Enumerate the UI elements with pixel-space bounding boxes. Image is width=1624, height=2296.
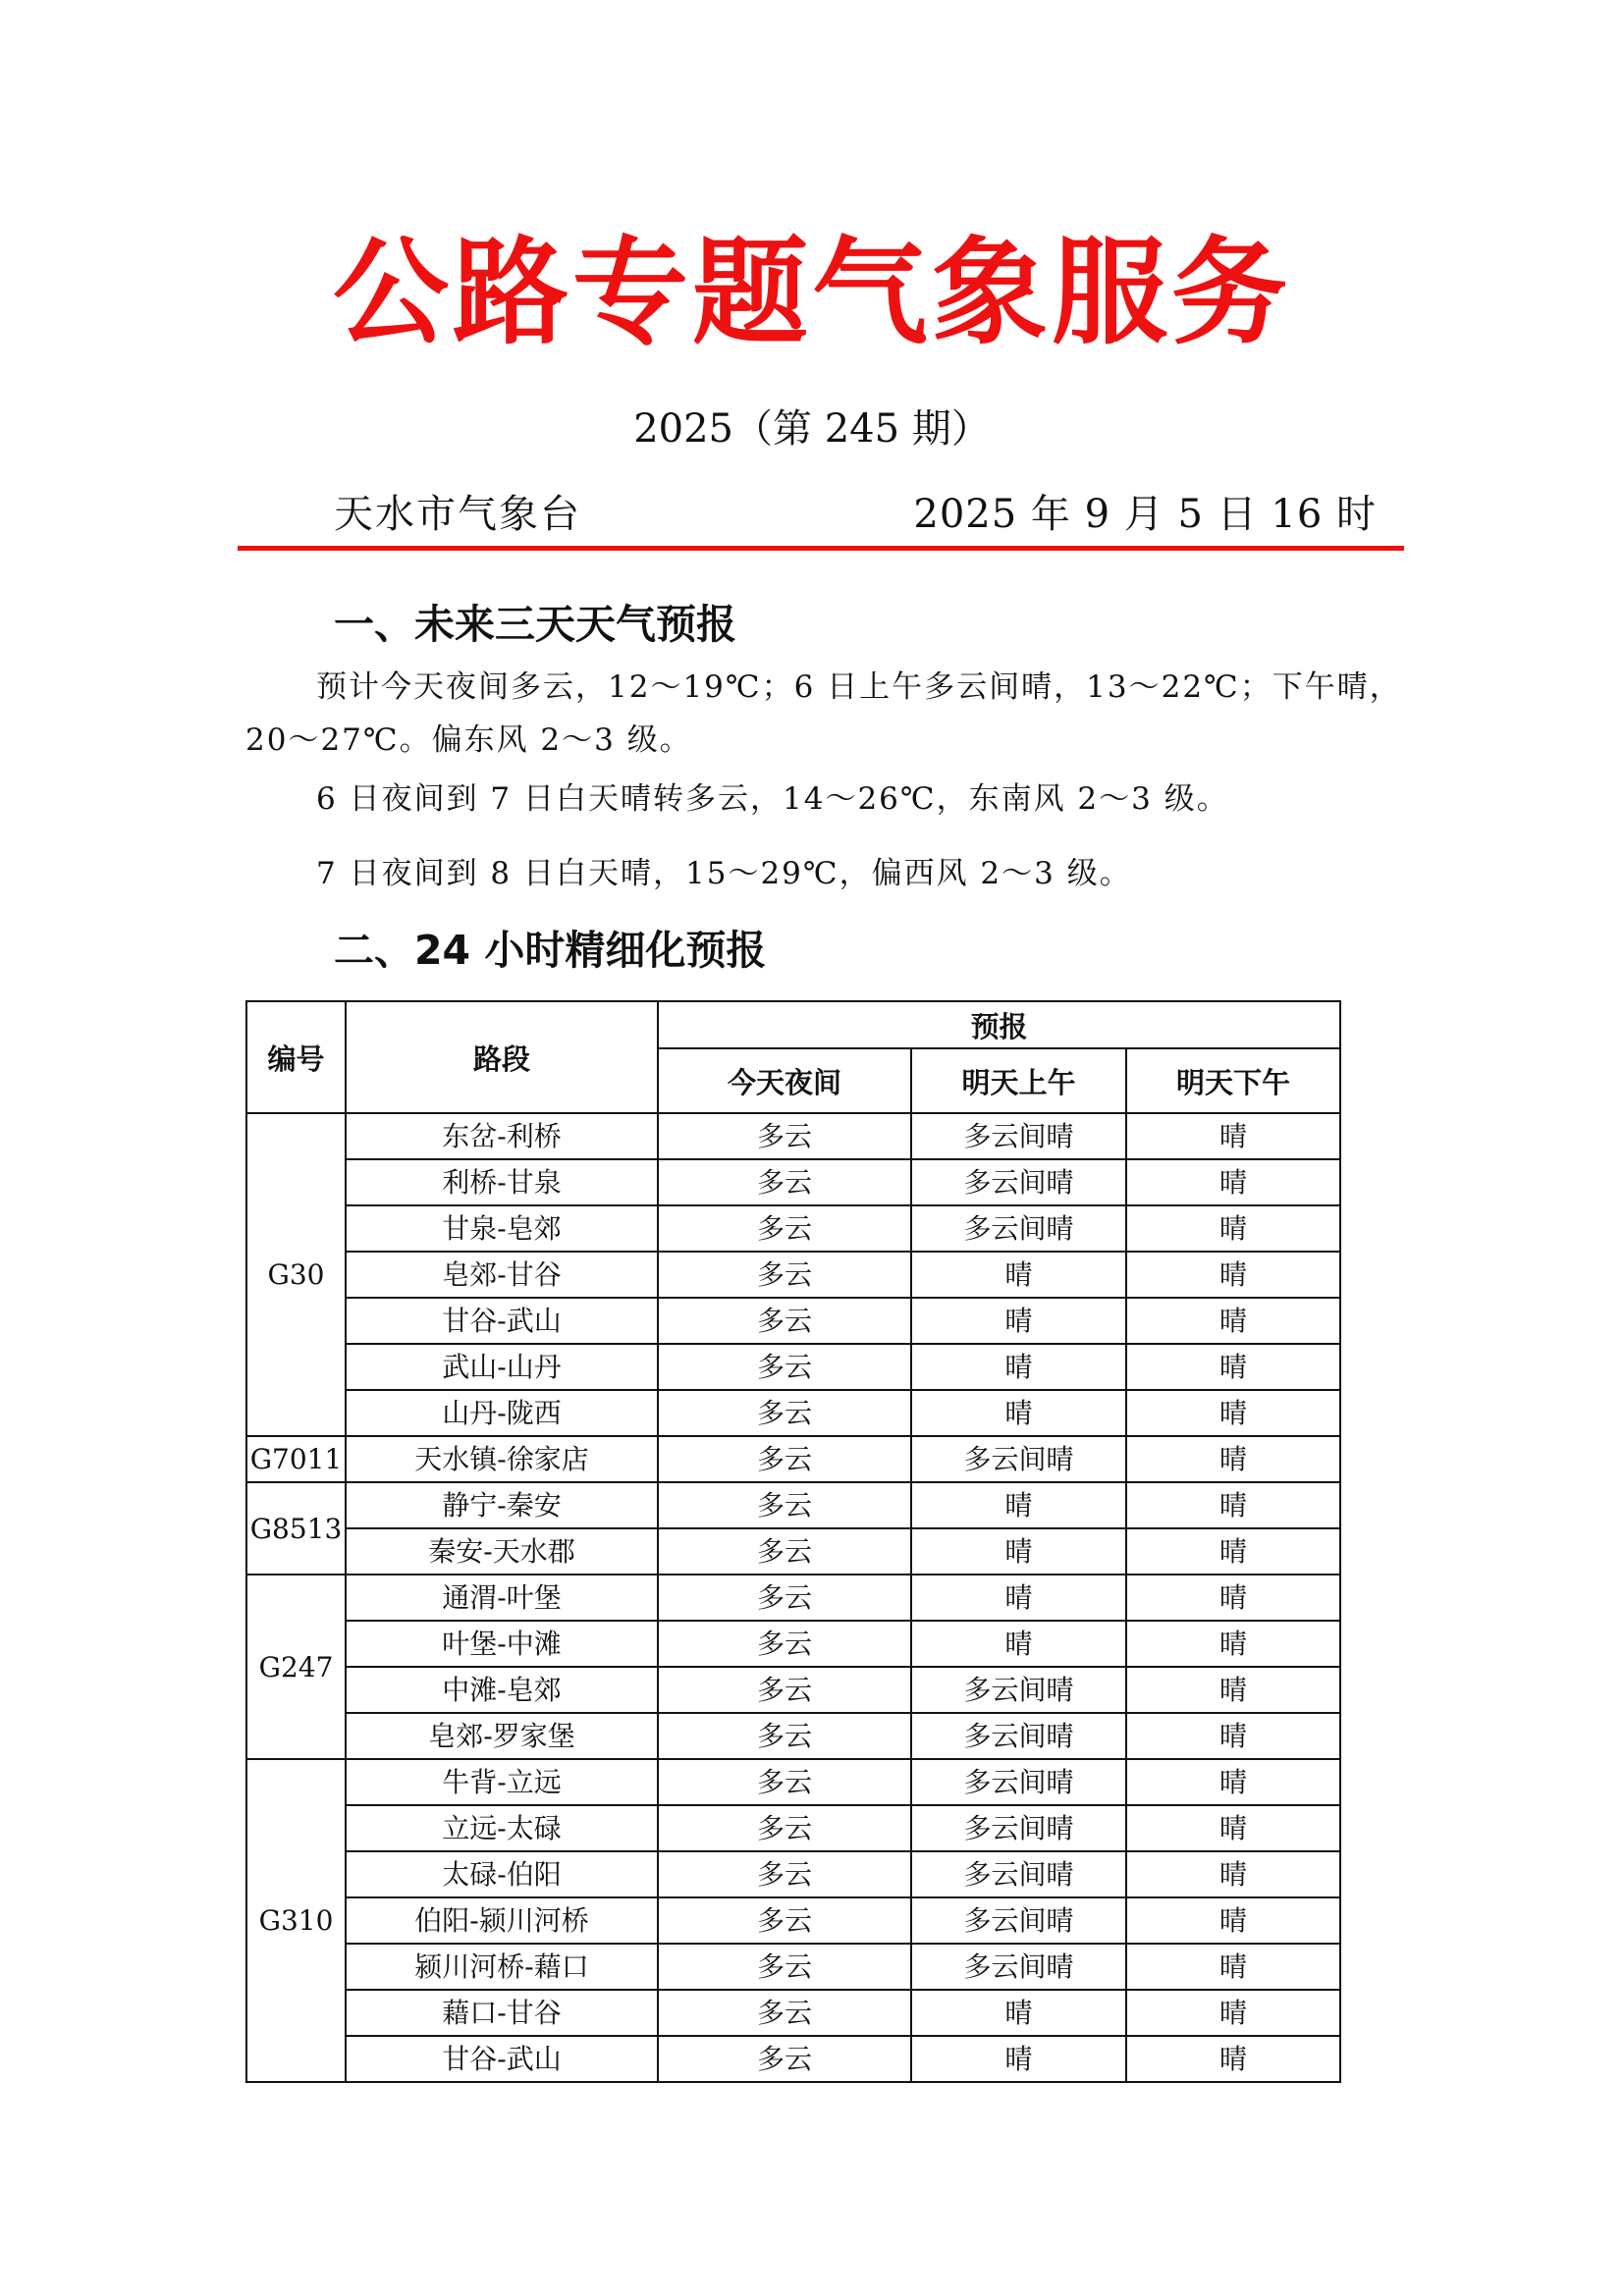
forecast-tonight: 多云 bbox=[658, 1482, 911, 1528]
forecast-tomorrow-pm: 晴 bbox=[1126, 1713, 1340, 1759]
table-row bbox=[246, 1805, 1340, 1851]
forecast-tomorrow-am: 晴 bbox=[911, 1390, 1126, 1436]
table-row bbox=[246, 1897, 1340, 1944]
forecast-tomorrow-pm: 晴 bbox=[1126, 1944, 1340, 1990]
table-row bbox=[246, 1528, 1340, 1575]
road-code: G30 bbox=[246, 1113, 346, 1436]
red-divider bbox=[238, 546, 1404, 551]
forecast-tonight: 多云 bbox=[658, 1113, 911, 1159]
forecast-tomorrow-am: 多云间晴 bbox=[911, 1897, 1126, 1944]
road-segment: 利桥-甘泉 bbox=[346, 1159, 658, 1205]
table-row bbox=[246, 1944, 1340, 1990]
forecast-tomorrow-am: 多云间晴 bbox=[911, 1851, 1126, 1897]
forecast-tonight: 多云 bbox=[658, 1667, 911, 1713]
forecast-tomorrow-am: 多云间晴 bbox=[911, 1713, 1126, 1759]
table-row bbox=[246, 1159, 1340, 1205]
road-segment: 东岔-利桥 bbox=[346, 1113, 658, 1159]
forecast-tomorrow-am: 晴 bbox=[911, 1575, 1126, 1621]
road-code: G247 bbox=[246, 1575, 346, 1759]
forecast-tomorrow-pm: 晴 bbox=[1126, 1436, 1340, 1482]
forecast-tonight: 多云 bbox=[658, 1575, 911, 1621]
table-row bbox=[246, 1252, 1340, 1298]
forecast-paragraph-1-line-2: 20～27℃。偏东风 2～3 级。 bbox=[245, 722, 692, 758]
forecast-tomorrow-am: 晴 bbox=[911, 1252, 1126, 1298]
road-segment: 甘谷-武山 bbox=[346, 1298, 658, 1344]
forecast-tonight: 多云 bbox=[658, 1436, 911, 1482]
forecast-tomorrow-am: 多云间晴 bbox=[911, 1944, 1126, 1990]
road-segment: 山丹-陇西 bbox=[346, 1390, 658, 1436]
forecast-tomorrow-pm: 晴 bbox=[1126, 1621, 1340, 1667]
forecast-paragraph-3: 7 日夜间到 8 日白天晴，15～29℃，偏西风 2～3 级。 bbox=[316, 856, 1132, 891]
forecast-tomorrow-am: 晴 bbox=[911, 1621, 1126, 1667]
forecast-tomorrow-pm: 晴 bbox=[1126, 1482, 1340, 1528]
road-segment: 颍川河桥-藉口 bbox=[346, 1944, 658, 1990]
forecast-tomorrow-am: 多云间晴 bbox=[911, 1205, 1126, 1252]
table-row bbox=[246, 1113, 1340, 1159]
road-segment: 天水镇-徐家店 bbox=[346, 1436, 658, 1482]
forecast-tonight: 多云 bbox=[658, 1851, 911, 1897]
forecast-paragraph-2: 6 日夜间到 7 日白天晴转多云，14～26℃，东南风 2～3 级。 bbox=[316, 781, 1229, 817]
forecast-table-body bbox=[246, 1113, 1340, 2082]
table-row bbox=[246, 1298, 1340, 1344]
forecast-tonight: 多云 bbox=[658, 1390, 911, 1436]
road-segment: 皂郊-甘谷 bbox=[346, 1252, 658, 1298]
issuing-agency: 天水市气象台 bbox=[334, 492, 581, 537]
table-row bbox=[246, 1482, 1340, 1528]
forecast-tomorrow-am: 多云间晴 bbox=[911, 1759, 1126, 1805]
issue-number: 2025（第 245 期） bbox=[633, 406, 991, 452]
road-segment: 甘谷-武山 bbox=[346, 2036, 658, 2082]
forecast-tonight: 多云 bbox=[658, 1944, 911, 1990]
forecast-tomorrow-pm: 晴 bbox=[1126, 1344, 1340, 1390]
forecast-tomorrow-am: 晴 bbox=[911, 1344, 1126, 1390]
forecast-tonight: 多云 bbox=[658, 2036, 911, 2082]
table-row bbox=[246, 1436, 1340, 1482]
forecast-tomorrow-pm: 晴 bbox=[1126, 1390, 1340, 1436]
forecast-tomorrow-am: 晴 bbox=[911, 1482, 1126, 1528]
road-segment: 立远-太碌 bbox=[346, 1805, 658, 1851]
road-code: G310 bbox=[246, 1759, 346, 2082]
road-segment: 甘泉-皂郊 bbox=[346, 1205, 658, 1252]
header-forecast: 预报 bbox=[658, 1001, 1340, 1048]
forecast-tonight: 多云 bbox=[658, 1759, 911, 1805]
forecast-tonight: 多云 bbox=[658, 1713, 911, 1759]
forecast-tonight: 多云 bbox=[658, 1205, 911, 1252]
forecast-tomorrow-pm: 晴 bbox=[1126, 1528, 1340, 1575]
forecast-tomorrow-am: 多云间晴 bbox=[911, 1113, 1126, 1159]
forecast-tomorrow-pm: 晴 bbox=[1126, 1252, 1340, 1298]
table-row bbox=[246, 1667, 1340, 1713]
road-segment: 太碌-伯阳 bbox=[346, 1851, 658, 1897]
road-segment: 皂郊-罗家堡 bbox=[346, 1713, 658, 1759]
table-row bbox=[246, 2036, 1340, 2082]
section-heading-24h: 二、24 小时精细化预报 bbox=[334, 927, 767, 974]
forecast-tomorrow-am: 多云间晴 bbox=[911, 1436, 1126, 1482]
forecast-tomorrow-pm: 晴 bbox=[1126, 1113, 1340, 1159]
forecast-tomorrow-am: 晴 bbox=[911, 1528, 1126, 1575]
forecast-tomorrow-pm: 晴 bbox=[1126, 1851, 1340, 1897]
table-row bbox=[246, 1344, 1340, 1390]
header-tonight: 今天夜间 bbox=[658, 1048, 911, 1113]
road-segment: 叶堡-中滩 bbox=[346, 1621, 658, 1667]
forecast-tonight: 多云 bbox=[658, 1159, 911, 1205]
forecast-tomorrow-pm: 晴 bbox=[1126, 1159, 1340, 1205]
road-code: G8513 bbox=[246, 1482, 346, 1575]
forecast-tonight: 多云 bbox=[658, 1897, 911, 1944]
forecast-tomorrow-am: 多云间晴 bbox=[911, 1805, 1126, 1851]
forecast-tonight: 多云 bbox=[658, 1252, 911, 1298]
forecast-tomorrow-pm: 晴 bbox=[1126, 1990, 1340, 2036]
road-segment: 牛背-立远 bbox=[346, 1759, 658, 1805]
forecast-tomorrow-pm: 晴 bbox=[1126, 1897, 1340, 1944]
forecast-tomorrow-pm: 晴 bbox=[1126, 1575, 1340, 1621]
forecast-tomorrow-am: 多云间晴 bbox=[911, 1667, 1126, 1713]
forecast-tomorrow-pm: 晴 bbox=[1126, 1205, 1340, 1252]
issue-datetime: 2025 年 9 月 5 日 16 时 bbox=[913, 492, 1377, 537]
forecast-tomorrow-pm: 晴 bbox=[1126, 1759, 1340, 1805]
forecast-tomorrow-pm: 晴 bbox=[1126, 1805, 1340, 1851]
forecast-table bbox=[245, 1000, 1341, 2083]
forecast-tonight: 多云 bbox=[658, 1298, 911, 1344]
table-row bbox=[246, 1759, 1340, 1805]
road-segment: 静宁-秦安 bbox=[346, 1482, 658, 1528]
header-id: 编号 bbox=[246, 1001, 346, 1113]
forecast-tomorrow-pm: 晴 bbox=[1126, 1298, 1340, 1344]
header-tomorrow-am: 明天上午 bbox=[911, 1048, 1126, 1113]
road-code: G7011 bbox=[246, 1436, 346, 1482]
forecast-paragraph-1-line-1: 预计今天夜间多云，12～19℃；6 日上午多云间晴，13～22℃；下午晴， bbox=[316, 669, 1402, 705]
forecast-tonight: 多云 bbox=[658, 1344, 911, 1390]
table-row bbox=[246, 1390, 1340, 1436]
forecast-tonight: 多云 bbox=[658, 1621, 911, 1667]
road-segment: 藉口-甘谷 bbox=[346, 1990, 658, 2036]
forecast-tonight: 多云 bbox=[658, 1990, 911, 2036]
header-tomorrow-pm: 明天下午 bbox=[1126, 1048, 1340, 1113]
table-row bbox=[246, 1621, 1340, 1667]
forecast-tomorrow-am: 晴 bbox=[911, 1298, 1126, 1344]
road-segment: 中滩-皂郊 bbox=[346, 1667, 658, 1713]
forecast-tomorrow-am: 晴 bbox=[911, 2036, 1126, 2082]
table-row bbox=[246, 1851, 1340, 1897]
forecast-tonight: 多云 bbox=[658, 1528, 911, 1575]
section-heading-3day: 一、未来三天天气预报 bbox=[334, 601, 736, 648]
road-segment: 伯阳-颍川河桥 bbox=[346, 1897, 658, 1944]
table-row bbox=[246, 1713, 1340, 1759]
table-row bbox=[246, 1575, 1340, 1621]
road-segment: 通渭-叶堡 bbox=[346, 1575, 658, 1621]
table-row bbox=[246, 1205, 1340, 1252]
road-segment: 武山-山丹 bbox=[346, 1344, 658, 1390]
masthead-title: 公路专题气象服务 bbox=[332, 224, 1291, 360]
forecast-tomorrow-pm: 晴 bbox=[1126, 2036, 1340, 2082]
header-segment: 路段 bbox=[346, 1001, 658, 1113]
forecast-tonight: 多云 bbox=[658, 1805, 911, 1851]
table-row bbox=[246, 1990, 1340, 2036]
forecast-tomorrow-am: 多云间晴 bbox=[911, 1159, 1126, 1205]
forecast-tomorrow-am: 晴 bbox=[911, 1990, 1126, 2036]
road-segment: 秦安-天水郡 bbox=[346, 1528, 658, 1575]
forecast-tomorrow-pm: 晴 bbox=[1126, 1667, 1340, 1713]
